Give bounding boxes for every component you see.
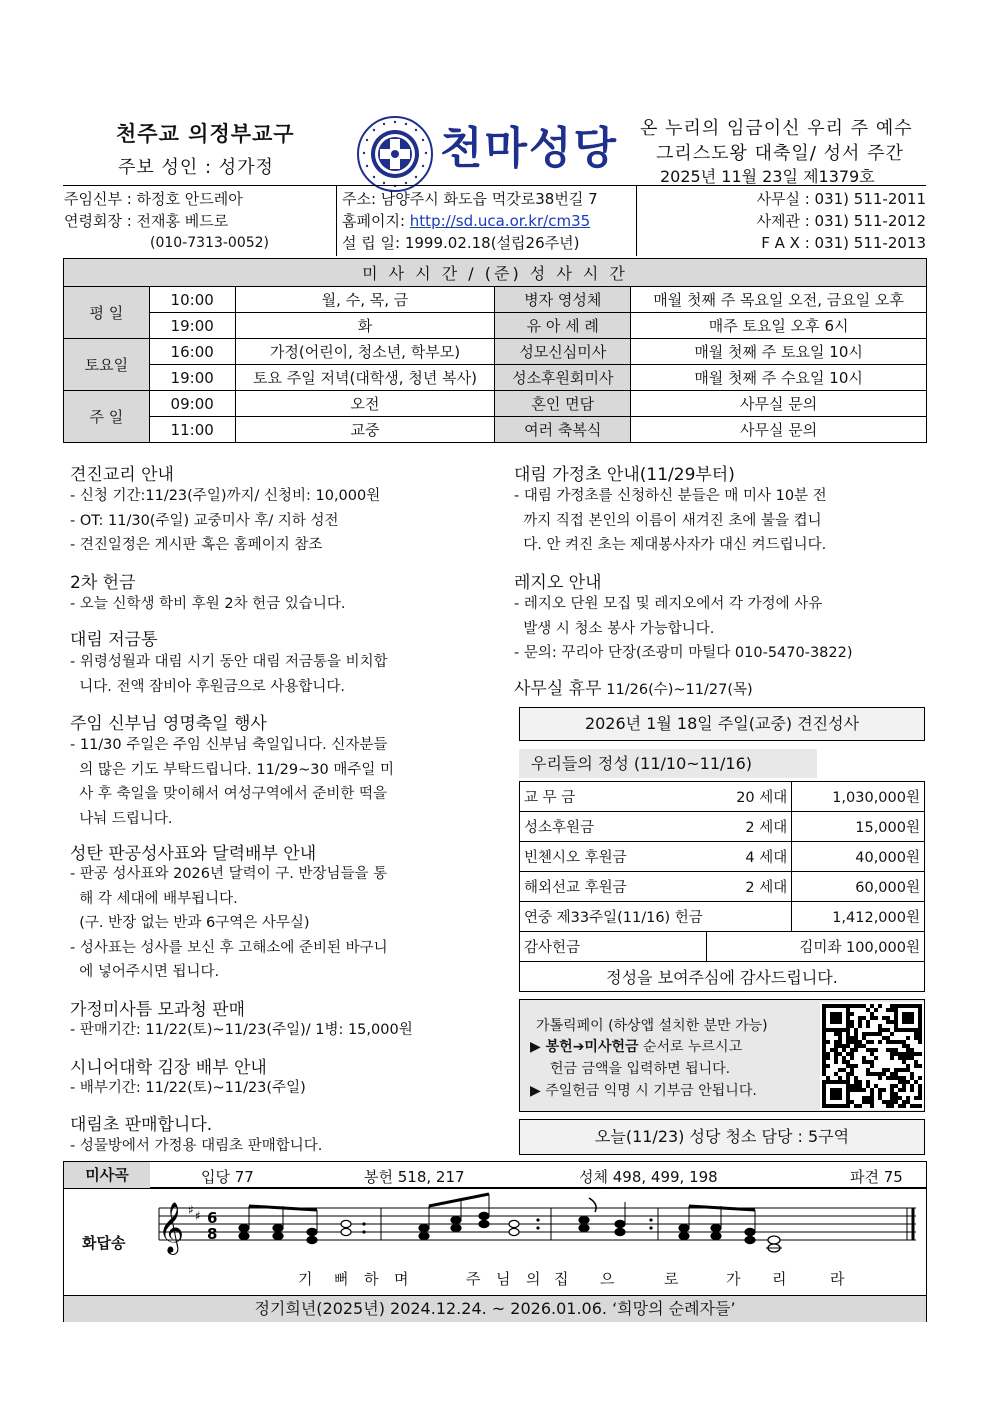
notice-body: [70, 1134, 322, 1159]
offering-footer: 정성을 보여주심에 감사드립니다.: [520, 962, 925, 992]
sacrament-value: 사무실 문의: [631, 417, 927, 443]
offering-amount: 1,030,000원: [792, 782, 925, 812]
notice-body: [70, 650, 388, 699]
mass-desc: 오전: [235, 391, 495, 417]
sacrament-label: 성모신심미사: [495, 339, 631, 365]
notice-title: 레지오 안내: [514, 573, 602, 593]
notice-body: [70, 733, 394, 831]
music-note: [419, 1232, 429, 1239]
table-row: [64, 313, 927, 339]
sacrament-label: 여러 축복식: [495, 417, 631, 443]
hymn-communion: 성체 498, 499, 198: [579, 1168, 718, 1186]
offering-title: 우리들의 정성 (11/10~11/16): [519, 749, 817, 778]
music-note: [509, 1228, 519, 1235]
feast-title-line1: 온 누리의 임금이신 우리 주 예수: [640, 118, 913, 139]
music-note: [615, 1220, 625, 1227]
sacrament-label: 성소후원회미사: [495, 365, 631, 391]
rectory-phone: 사제관 : 031) 511-2012: [756, 212, 926, 230]
patron-saint: 주보 성인 : 성가정: [118, 157, 274, 178]
psalm-lyrics: [64, 1268, 926, 1292]
hymn-offertory: 봉헌 518, 217: [364, 1168, 465, 1186]
notice-title: 견진교리 안내: [70, 465, 174, 485]
notice-title: 시니어대학 김장 배부 안내: [70, 1058, 267, 1078]
table-row: [64, 339, 927, 365]
pay-step1: ▶ 봉헌: [530, 1039, 573, 1055]
key-sharp-icon: ♯: [188, 1203, 194, 1217]
offering-name: 교 무 금: [520, 782, 707, 812]
notice-title: 대림 저금통: [70, 630, 158, 650]
notice-line: 다. 안 켜진 초는 제대봉사자가 대신 켜드립니다.: [514, 537, 827, 553]
hymn-dismissal: 파견 75: [850, 1168, 903, 1186]
pay-line2: 헌금 금액을 입력하면 됩니다.: [550, 1061, 731, 1077]
music-note: [679, 1232, 689, 1239]
sacrament-label: 혼인 면담: [495, 391, 631, 417]
hymn-label: 미사곡: [64, 1162, 150, 1188]
table-row: [520, 932, 925, 962]
notice-body: [514, 484, 827, 558]
music-note: [615, 1228, 625, 1235]
lyric-syllable: 집: [554, 1270, 569, 1288]
hymns-section: [63, 1161, 927, 1322]
table-row: [64, 417, 927, 443]
mass-desc: 화: [235, 313, 495, 339]
diocese-logo: [356, 115, 434, 193]
notice-line: - 판공 성사표와 2026년 달력이 구. 반장님들을 통: [70, 866, 388, 882]
notice-line: - 배부기간: 11/22(토)~11/23(주일): [70, 1080, 306, 1096]
music-note: [479, 1220, 489, 1227]
table-row: [64, 365, 927, 391]
qr-code-icon[interactable]: [822, 1004, 922, 1108]
music-note: [451, 1224, 461, 1231]
thanks-value: 김미좌 100,000원: [707, 932, 925, 962]
diocese-name: 천주교 의정부교구: [116, 122, 295, 146]
divider: [336, 186, 337, 256]
mass-time: 19:00: [149, 313, 235, 339]
table-row: [64, 391, 927, 417]
table-row: [520, 962, 925, 992]
notice-title: 대림 가정초 안내(11/29부터): [514, 465, 735, 485]
lyric-syllable: 의: [526, 1270, 541, 1288]
sacrament-label: 유 아 세 례: [495, 313, 631, 339]
notice-line: - 견진일정은 게시판 혹은 홈페이지 참조: [70, 537, 323, 553]
catholic-pay-box: [519, 999, 925, 1112]
music-note: [341, 1220, 351, 1227]
music-note: [362, 1222, 365, 1225]
jubilee-banner: 정기희년(2025년) 2024.12.24. ~ 2026.01.06. ‘희망의 순례자들’: [64, 1295, 926, 1322]
music-note: [479, 1212, 489, 1219]
table-row: [520, 842, 925, 872]
mass-time: 09:00: [149, 391, 235, 417]
lyric-syllable: 님: [496, 1270, 511, 1288]
music-note: [239, 1224, 249, 1231]
table-row: [520, 782, 925, 812]
lyric-syllable: 으: [600, 1270, 615, 1288]
notice-line: 의 많은 기도 부탁드립니다. 11/29~30 매주일 미: [70, 761, 394, 778]
council-phone: (010-7313-0052): [150, 235, 270, 251]
notice-line: - 레지오 단원 모집 및 레지오에서 각 가정에 사유: [514, 596, 823, 612]
music-note: [249, 1206, 317, 1210]
treble-clef-icon: 𝄞: [158, 1202, 185, 1253]
offering-amount: 40,000원: [792, 842, 925, 872]
notice-title: 2차 헌금: [70, 573, 136, 593]
offering-amount: 60,000원: [792, 872, 925, 902]
notice-line: 니다. 전액 잠비아 후원금으로 사용합니다.: [70, 678, 345, 695]
time-signature-top: 6: [207, 1209, 218, 1227]
notice-line: - 성사표는 성사를 보신 후 고해소에 준비된 바구니: [70, 939, 388, 956]
offering-name: 연중 제33주일(11/16) 헌금: [520, 902, 792, 932]
time-signature-bottom: 8: [207, 1225, 218, 1243]
notice-body: [70, 862, 388, 985]
notice-line: - 문의: 꾸리아 단장(조광미 마틸다 010-5470-3822): [514, 645, 853, 661]
offering-name: 빈첸시오 후원금: [520, 842, 707, 872]
music-note: [362, 1230, 365, 1233]
music-note: [711, 1224, 721, 1231]
music-note: [579, 1216, 589, 1223]
lyric-syllable: 주: [466, 1270, 481, 1288]
church-name: 천마성당: [440, 123, 619, 174]
key-sharp-icon: ♯: [195, 1209, 201, 1223]
offering-name: 성소후원금: [520, 812, 707, 842]
pay-line3: ▶ 주일헌금 익명 시 기부금 안됩니다.: [530, 1083, 757, 1099]
hymn-header: [150, 1162, 926, 1188]
notice-body: [70, 592, 345, 617]
lyric-syllable: 가: [726, 1270, 741, 1288]
music-note: [341, 1228, 351, 1235]
notice-line: (구. 반장 없는 반과 6구역은 사무실): [70, 915, 310, 931]
notice-line: 해 각 세대에 배부됩니다.: [70, 890, 238, 907]
music-note: [689, 1206, 755, 1210]
pay-step-suffix: 순서로 누르시고: [638, 1039, 743, 1055]
notice-line: 까지 직접 본인의 이름이 새겨진 초에 불을 켭니: [514, 512, 822, 529]
homepage-link[interactable]: http://sd.uca.or.kr/cm35: [409, 212, 591, 230]
pastor: 주임신부 : 하정호 안드레아: [64, 190, 243, 208]
divider: [64, 1188, 926, 1189]
cleaning-duty-box: 오늘(11/23) 성당 청소 담당 : 5구역: [519, 1119, 925, 1155]
music-note: [239, 1232, 249, 1239]
mass-desc: 가정(어린이, 청소년, 학부모): [235, 339, 495, 365]
table-row: [520, 812, 925, 842]
mass-desc: 토요 주일 저녁(대학생, 청년 복사): [235, 365, 495, 391]
sacrament-value: 사무실 문의: [631, 391, 927, 417]
offering-amount: 15,000원: [792, 812, 925, 842]
office-closed-dates: 11/26(수)~11/27(목): [606, 682, 753, 698]
notice-line: 발생 시 청소 봉사 가능합니다.: [514, 620, 715, 637]
notice-line: - 신청 기간:11/23(주일)까지/ 신청비: 10,000원: [70, 488, 381, 504]
lyric-syllable: 로: [664, 1270, 679, 1288]
music-note: [273, 1224, 283, 1231]
day-sunday: 주 일: [64, 391, 150, 443]
notice-line: - 성물방에서 가정용 대림초 판매합니다.: [70, 1138, 323, 1154]
music-note: [307, 1228, 317, 1235]
offering-table: [519, 781, 925, 992]
music-note: [649, 1226, 652, 1229]
divider: [63, 185, 926, 186]
mass-desc: 월, 수, 목, 금: [235, 287, 495, 313]
notice-title: 대림초 판매합니다.: [70, 1115, 213, 1135]
feast-title-line2: 그리스도왕 대축일/ 성서 주간: [656, 143, 904, 164]
music-note: [509, 1220, 519, 1227]
music-note: [768, 1236, 780, 1244]
divider: [636, 186, 637, 256]
music-note: [451, 1216, 461, 1223]
notice-line: - 11/30 주일은 주임 신부님 축일입니다. 신자분들: [70, 737, 388, 753]
day-weekday: 평 일: [64, 287, 150, 339]
lyric-syllable: 리: [772, 1270, 787, 1288]
issue-date: 2025년 11월 23일 제1379호: [660, 167, 875, 186]
mass-time: 10:00: [149, 287, 235, 313]
offering-count: 2 세대: [707, 812, 792, 842]
table-row: [520, 902, 925, 932]
music-note: [711, 1232, 721, 1239]
lyric-syllable: 뻐: [334, 1270, 349, 1288]
hymn-entrance: 입당 77: [201, 1168, 254, 1186]
music-note: [307, 1236, 317, 1243]
music-note: [745, 1228, 755, 1235]
notice-line: - 판매기간: 11/22(토)~11/23(주일)/ 1병: 15,000원: [70, 1022, 413, 1038]
confirmation-box: 2026년 1월 18일 주일(교중) 견진성사: [519, 707, 925, 741]
lyric-syllable: 하: [364, 1270, 379, 1288]
mass-time: 16:00: [149, 339, 235, 365]
music-note: [589, 1198, 596, 1212]
thanks-label: 감사헌금: [520, 932, 707, 962]
notice-body: [514, 592, 853, 666]
office-phone: 사무실 : 031) 511-2011: [756, 190, 926, 208]
founded-date: 설 립 일: 1999.02.18(설립26주년): [342, 234, 580, 252]
mass-time: 11:00: [149, 417, 235, 443]
table-row: [520, 872, 925, 902]
council-head: 연령회장 : 전재홍 베드로: [64, 212, 229, 230]
pay-step2: ➔미사헌금: [572, 1039, 639, 1055]
notice-title: 주임 신부님 영명축일 행사: [70, 714, 267, 734]
music-note: [429, 1194, 489, 1206]
table-row: [64, 287, 927, 313]
notice-line: - 대림 가정초를 신청하신 분들은 매 미사 10분 전: [514, 488, 827, 504]
sacrament-value: 매월 첫째 주 목요일 오전, 금요일 오후: [631, 287, 927, 313]
offering-count: 20 세대: [707, 782, 792, 812]
day-saturday: 토요일: [64, 339, 150, 391]
lyric-syllable: 며: [394, 1270, 409, 1288]
homepage-label: 홈페이지:: [342, 212, 410, 230]
pay-line1: [530, 1036, 742, 1056]
mass-schedule-table: [63, 258, 927, 443]
notice-line: 에 넣어주시면 됩니다.: [70, 964, 220, 980]
sacrament-value: 매월 첫째 주 수요일 10시: [631, 365, 927, 391]
mass-schedule-title: 미 사 시 간 / (준) 성 사 시 간: [64, 259, 927, 287]
notice-body: [70, 1018, 413, 1043]
notice-line: - OT: 11/30(주일) 교중미사 후/ 지하 성전: [70, 512, 339, 529]
offering-count: 2 세대: [707, 872, 792, 902]
music-note: [579, 1224, 589, 1231]
notice-line: 나눠 드립니다.: [70, 810, 173, 827]
office-closed: [514, 674, 753, 699]
homepage: [342, 210, 590, 232]
mass-time: 19:00: [149, 365, 235, 391]
music-note: [536, 1226, 539, 1229]
notice-line: - 오늘 신학생 학비 후원 2차 헌금 있습니다.: [70, 596, 346, 612]
pay-title: 가톨릭페이 (하상앱 설치한 분만 가능): [536, 1018, 768, 1034]
notice-title: 성탄 판공성사표와 달력배부 안내: [70, 844, 317, 864]
address: 주소: 남양주시 화도읍 먹갓로38번길 7: [342, 190, 598, 208]
notice-line: 사 후 축일을 맞이해서 여성구역에서 준비한 떡을: [70, 786, 388, 802]
psalm-label: 화답송: [82, 1234, 126, 1252]
offering-amount: 1,412,000원: [792, 902, 925, 932]
notice-body: [70, 484, 380, 558]
office-closed-title: 사무실 휴무: [514, 679, 602, 699]
offering-name: 해외선교 후원금: [520, 872, 707, 902]
music-note: [745, 1236, 755, 1243]
music-note: [679, 1224, 689, 1231]
music-note: [649, 1218, 652, 1221]
fax-number: F A X : 031) 511-2013: [761, 234, 926, 252]
music-note: [273, 1232, 283, 1239]
notice-line: - 위령성월과 대림 시기 동안 대림 저금통을 비치합: [70, 654, 388, 670]
notice-body: [70, 1076, 306, 1101]
music-note: [419, 1224, 429, 1231]
offering-count: 4 세대: [707, 842, 792, 872]
lyric-syllable: 기: [298, 1270, 313, 1288]
sacrament-label: 병자 영성체: [495, 287, 631, 313]
music-note: [536, 1218, 539, 1221]
mass-desc: 교중: [235, 417, 495, 443]
sacrament-value: 매주 토요일 오후 6시: [631, 313, 927, 339]
qr-code-area: [820, 1002, 924, 1110]
sacrament-value: 매월 첫째 주 토요일 10시: [631, 339, 927, 365]
notice-title: 가정미사틈 모과청 판매: [70, 1000, 246, 1020]
lyric-syllable: 라: [830, 1270, 845, 1288]
